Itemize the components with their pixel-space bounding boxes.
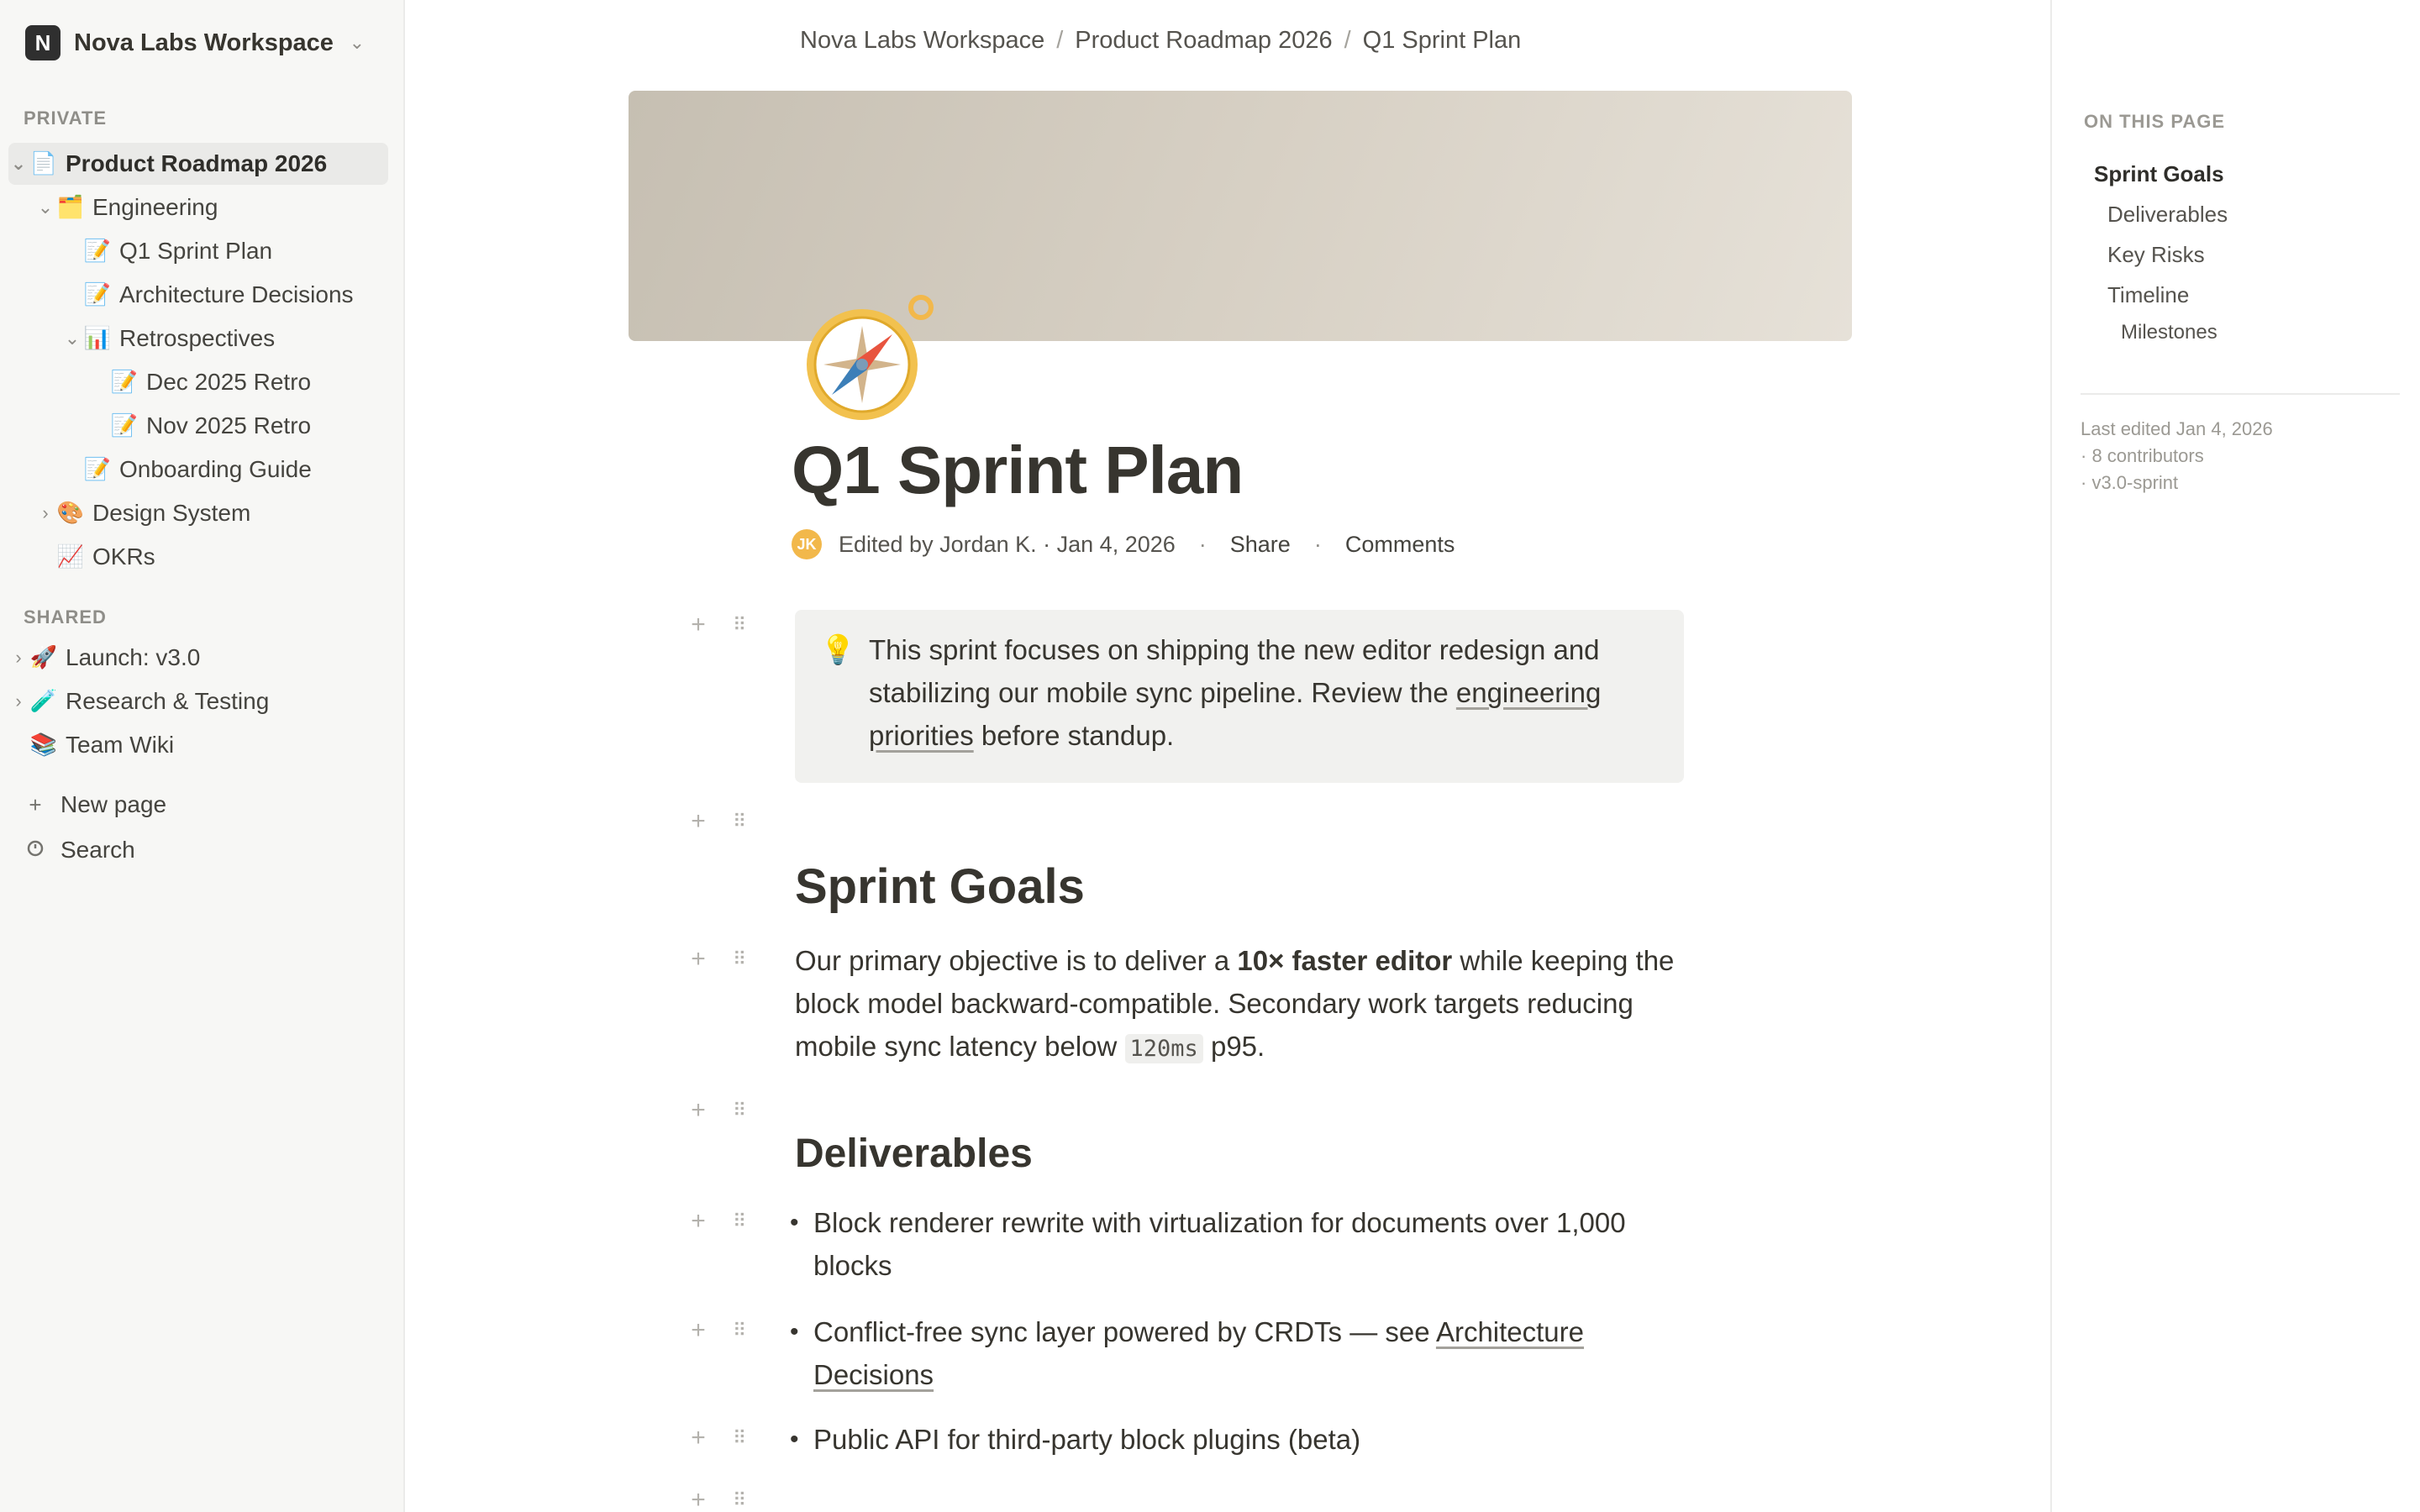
drag-handle-icon[interactable]: ⠿ (732, 1210, 745, 1231)
memo-icon: 📝 (110, 413, 139, 438)
chevron-right-icon[interactable]: › (15, 690, 22, 711)
plus-icon[interactable]: + (691, 1424, 706, 1452)
heading-deliverables[interactable]: Deliverables (795, 1131, 1033, 1176)
text-run: p95. (1202, 1031, 1265, 1062)
chevron-right-icon[interactable]: › (42, 502, 49, 523)
comments-button[interactable]: Comments (1344, 531, 1455, 557)
books-icon: 📚 (29, 732, 58, 758)
toc-item-milestones[interactable]: Milestones (2121, 321, 2217, 344)
plus-icon[interactable]: + (691, 1207, 706, 1235)
sidebar-item-dec-2025-retro[interactable] (8, 361, 388, 403)
chevron-down-icon[interactable]: ⌄ (349, 32, 365, 53)
edited-by-text: Edited by Jordan K. · Jan 4, 2026 (839, 531, 1176, 557)
engineering-priorities-link[interactable]: engineering priorities (869, 677, 1602, 751)
breadcrumb (800, 24, 1521, 57)
memo-icon: 📝 (110, 370, 139, 395)
sidebar-item-label: Engineering (92, 194, 218, 220)
sidebar-item-research-testing[interactable] (8, 680, 388, 722)
callout-text-part: This sprint focuses on shipping the new editor redesign and stabilizing our mobile sync pipeline. Review the (869, 634, 1600, 708)
breadcrumb-separator: / (1056, 26, 1064, 54)
drag-handle-icon[interactable]: ⠿ (732, 1427, 745, 1448)
test-tube-icon: 🧪 (29, 689, 58, 714)
section-label-shared: SHARED (24, 606, 107, 627)
sidebar-item-label: Q1 Sprint Plan (119, 238, 273, 264)
bullet-icon: • (790, 1318, 799, 1346)
search-button[interactable] (24, 830, 135, 870)
block-handle[interactable] (686, 1095, 756, 1126)
toc-item-deliverables[interactable]: Deliverables (2107, 202, 2228, 227)
bullet-icon: • (790, 1209, 799, 1236)
heading-sprint-goals[interactable]: Sprint Goals (795, 859, 1085, 914)
chevron-down-icon[interactable]: ⌄ (37, 197, 54, 218)
callout-text[interactable] (869, 628, 1667, 757)
sidebar-item-label: Nov 2025 Retro (146, 412, 312, 438)
list-item[interactable] (790, 1418, 1689, 1461)
sidebar-item-launch-v3[interactable] (8, 637, 388, 679)
sidebar-item-label: Design System (92, 500, 251, 526)
rocket-icon: 🚀 (29, 645, 58, 670)
text-run: while keeping the block model backward-compatible. Secondary work targets reducing mobile sync latency below (795, 945, 1675, 1062)
chevron-down-icon[interactable]: ⌄ (64, 328, 81, 349)
toc-item-key-risks[interactable]: Key Risks (2107, 242, 2205, 267)
version-text: · v3.0-sprint (2081, 472, 2179, 493)
architecture-decisions-link[interactable]: Architecture Decisions (813, 1316, 1585, 1390)
memo-icon: 📝 (83, 457, 112, 482)
inline-code: 120ms (1125, 1034, 1203, 1063)
sidebar-item-retrospectives[interactable] (8, 318, 388, 360)
table-of-contents (2050, 0, 2420, 1512)
sidebar-item-product-roadmap[interactable] (8, 143, 388, 185)
sidebar-item-engineering[interactable] (8, 186, 388, 228)
workspace-name: Nova Labs Workspace (74, 29, 334, 56)
lightbulb-icon[interactable]: 💡 (820, 633, 856, 667)
sidebar-item-label: Research & Testing (66, 688, 270, 714)
sidebar (0, 0, 405, 1512)
drag-handle-icon[interactable]: ⠿ (732, 1489, 745, 1510)
search-label: Search (60, 837, 135, 863)
workspace-logo: N (25, 25, 60, 60)
callout-block[interactable] (795, 610, 1684, 783)
sidebar-item-q1-sprint-plan[interactable] (8, 230, 388, 272)
search-icon (24, 837, 47, 864)
compass-icon[interactable] (803, 289, 938, 423)
sidebar-item-design-system[interactable] (8, 492, 388, 534)
sidebar-item-label: OKRs (92, 543, 155, 570)
page-meta (792, 528, 1455, 561)
plus-icon[interactable]: + (691, 611, 706, 638)
plus-icon[interactable]: + (691, 945, 706, 973)
toc-item-timeline[interactable]: Timeline (2107, 282, 2190, 307)
goals-paragraph[interactable] (795, 939, 1684, 1070)
chevron-right-icon[interactable]: › (15, 647, 22, 668)
new-page-button[interactable] (24, 785, 166, 825)
page-icon: 📄 (29, 151, 58, 176)
callout-text-part: before standup. (973, 720, 1175, 751)
divider (2081, 393, 2400, 395)
block-handle[interactable] (686, 1315, 756, 1346)
new-page-label: New page (60, 791, 167, 817)
list-item-text (813, 1310, 1689, 1396)
sidebar-item-label: Architecture Decisions (119, 281, 354, 307)
contributors-text: · 8 contributors (2081, 445, 2204, 466)
toc-item-sprint-goals[interactable]: Sprint Goals (2094, 161, 2224, 186)
plus-icon[interactable]: + (691, 1486, 706, 1512)
block-handle[interactable] (686, 944, 756, 974)
memo-icon: 📝 (83, 282, 112, 307)
sidebar-item-label: Product Roadmap 2026 (66, 150, 328, 176)
sidebar-item-okrs[interactable] (8, 536, 388, 578)
folder-icon: 🗂️ (56, 195, 85, 220)
sidebar-item-team-wiki[interactable] (8, 724, 388, 766)
meta-separator: · (1313, 531, 1322, 557)
text-run: Conflict-free sync layer powered by CRDTs — see (813, 1316, 1436, 1347)
plus-icon[interactable]: + (691, 1316, 706, 1344)
plus-icon[interactable]: + (691, 1096, 706, 1124)
chevron-down-icon[interactable]: ⌄ (10, 153, 27, 174)
last-edited-text: Last edited Jan 4, 2026 (2081, 418, 2273, 439)
palette-icon: 🎨 (56, 501, 85, 526)
block-handle[interactable] (686, 1423, 756, 1453)
chart-up-icon: 📈 (56, 544, 85, 570)
toc-heading: ON THIS PAGE (2084, 111, 2226, 132)
memo-icon: 📝 (83, 239, 112, 264)
block-handle[interactable] (686, 806, 756, 837)
meta-separator: · (1198, 531, 1207, 557)
sidebar-item-label: Dec 2025 Retro (146, 369, 312, 395)
breadcrumb-item-roadmap[interactable]: Product Roadmap 2026 (1075, 26, 1333, 54)
drag-handle-icon[interactable]: ⠿ (732, 614, 745, 635)
sidebar-item-label: Launch: v3.0 (66, 644, 201, 670)
list-item-text: Block renderer rewrite with virtualization for documents over 1,000 blocks (813, 1207, 1626, 1281)
page-title[interactable]: Q1 Sprint Plan (792, 433, 1244, 507)
list-item[interactable] (790, 1310, 1689, 1396)
list-item-text: Public API for third-party block plugins (beta) (813, 1424, 1361, 1455)
plus-icon: + (29, 791, 42, 817)
drag-handle-icon[interactable]: ⠿ (732, 811, 745, 832)
drag-handle-icon[interactable]: ⠿ (732, 1100, 745, 1121)
block-handle[interactable] (686, 610, 756, 640)
drag-handle-icon[interactable]: ⠿ (732, 948, 745, 969)
block-handle[interactable] (686, 1485, 756, 1512)
section-label-private: PRIVATE (24, 108, 108, 129)
sidebar-item-nov-2025-retro[interactable] (8, 405, 388, 447)
list-item[interactable] (790, 1201, 1689, 1287)
breadcrumb-item-current[interactable]: Q1 Sprint Plan (1362, 26, 1522, 54)
breadcrumb-separator: / (1344, 26, 1351, 54)
sidebar-item-label: Retrospectives (119, 325, 276, 351)
drag-handle-icon[interactable]: ⠿ (732, 1320, 745, 1341)
chart-icon: 📊 (83, 326, 112, 351)
sidebar-item-onboarding-guide[interactable] (8, 449, 388, 491)
block-handle[interactable] (686, 1206, 756, 1236)
breadcrumb-item-workspace[interactable]: Nova Labs Workspace (800, 26, 1045, 54)
bold-text: 10× faster editor (1237, 945, 1453, 976)
share-button[interactable]: Share (1229, 531, 1291, 557)
text-run: Our primary objective is to deliver a (795, 945, 1238, 976)
sidebar-item-label: Team Wiki (66, 732, 175, 758)
avatar[interactable]: JK (792, 529, 822, 559)
workspace-switcher[interactable] (17, 17, 387, 69)
bullet-icon: • (790, 1425, 799, 1453)
sidebar-item-architecture-decisions[interactable] (8, 274, 388, 316)
plus-icon[interactable]: + (691, 807, 706, 835)
sidebar-item-label: Onboarding Guide (119, 456, 312, 482)
